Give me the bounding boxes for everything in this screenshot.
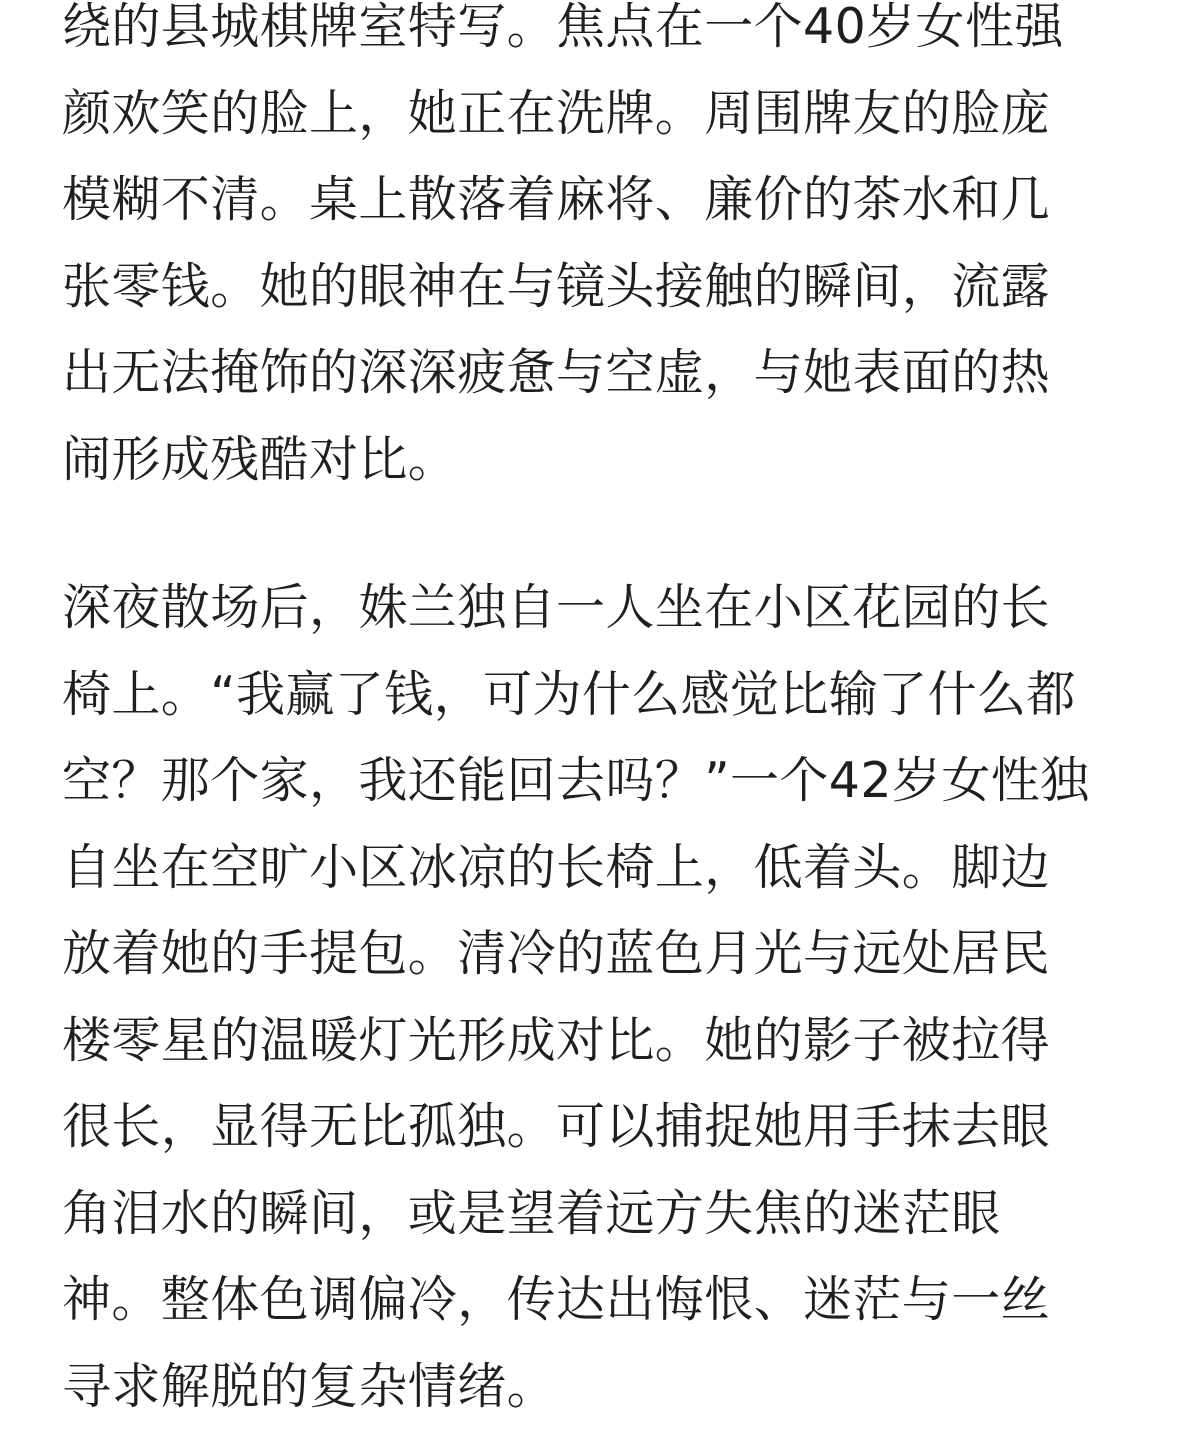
text-line: 楼零星的温暖灯光形成对比。她的影子被拉得	[62, 1011, 1051, 1069]
paragraph-2	[62, 565, 1090, 1430]
text-line: 自坐在空旷小区冰凉的长椅上，低着头。脚边	[62, 838, 1051, 896]
text-line: 很长，显得无比孤独。可以捕捉她用手抹去眼	[62, 1098, 1051, 1155]
text-line: 闹形成残酷对比。	[62, 430, 458, 488]
text-line: 出无法掩饰的深深疲惫与空虚，与她表面的热	[62, 344, 1051, 401]
text-line: 放着她的手提包。清冷的蓝色月光与远处居民	[62, 925, 1051, 982]
text-line: 神。整体色调偏冷，传达出悔恨、迷茫与一丝	[62, 1271, 1051, 1328]
text-line: 空？那个家，我还能回去吗？”一个42岁女性独	[62, 752, 1090, 809]
text-line: 寻求解脱的复杂情绪。	[62, 1357, 557, 1415]
text-line: 椅上。“我赢了钱，可为什么感觉比输了什么都	[62, 665, 1076, 723]
text-line: 深夜散场后，姝兰独自一人坐在小区花园的长	[62, 579, 1051, 636]
text-line: 角泪水的瞬间，或是望着远方失焦的迷茫眼	[62, 1184, 1001, 1242]
text-line: 绕的县城棋牌室特写。焦点在一个40岁女性强	[62, 0, 1064, 55]
text-line: 模糊不清。桌上散落着麻将、廉价的茶水和几	[62, 171, 1051, 228]
paragraph-1	[62, 0, 1064, 503]
text-line: 颜欢笑的脸上，她正在洗牌。周围牌友的脸庞	[62, 84, 1051, 142]
text-line: 张零钱。她的眼神在与镜头接触的瞬间，流露	[62, 257, 1051, 315]
